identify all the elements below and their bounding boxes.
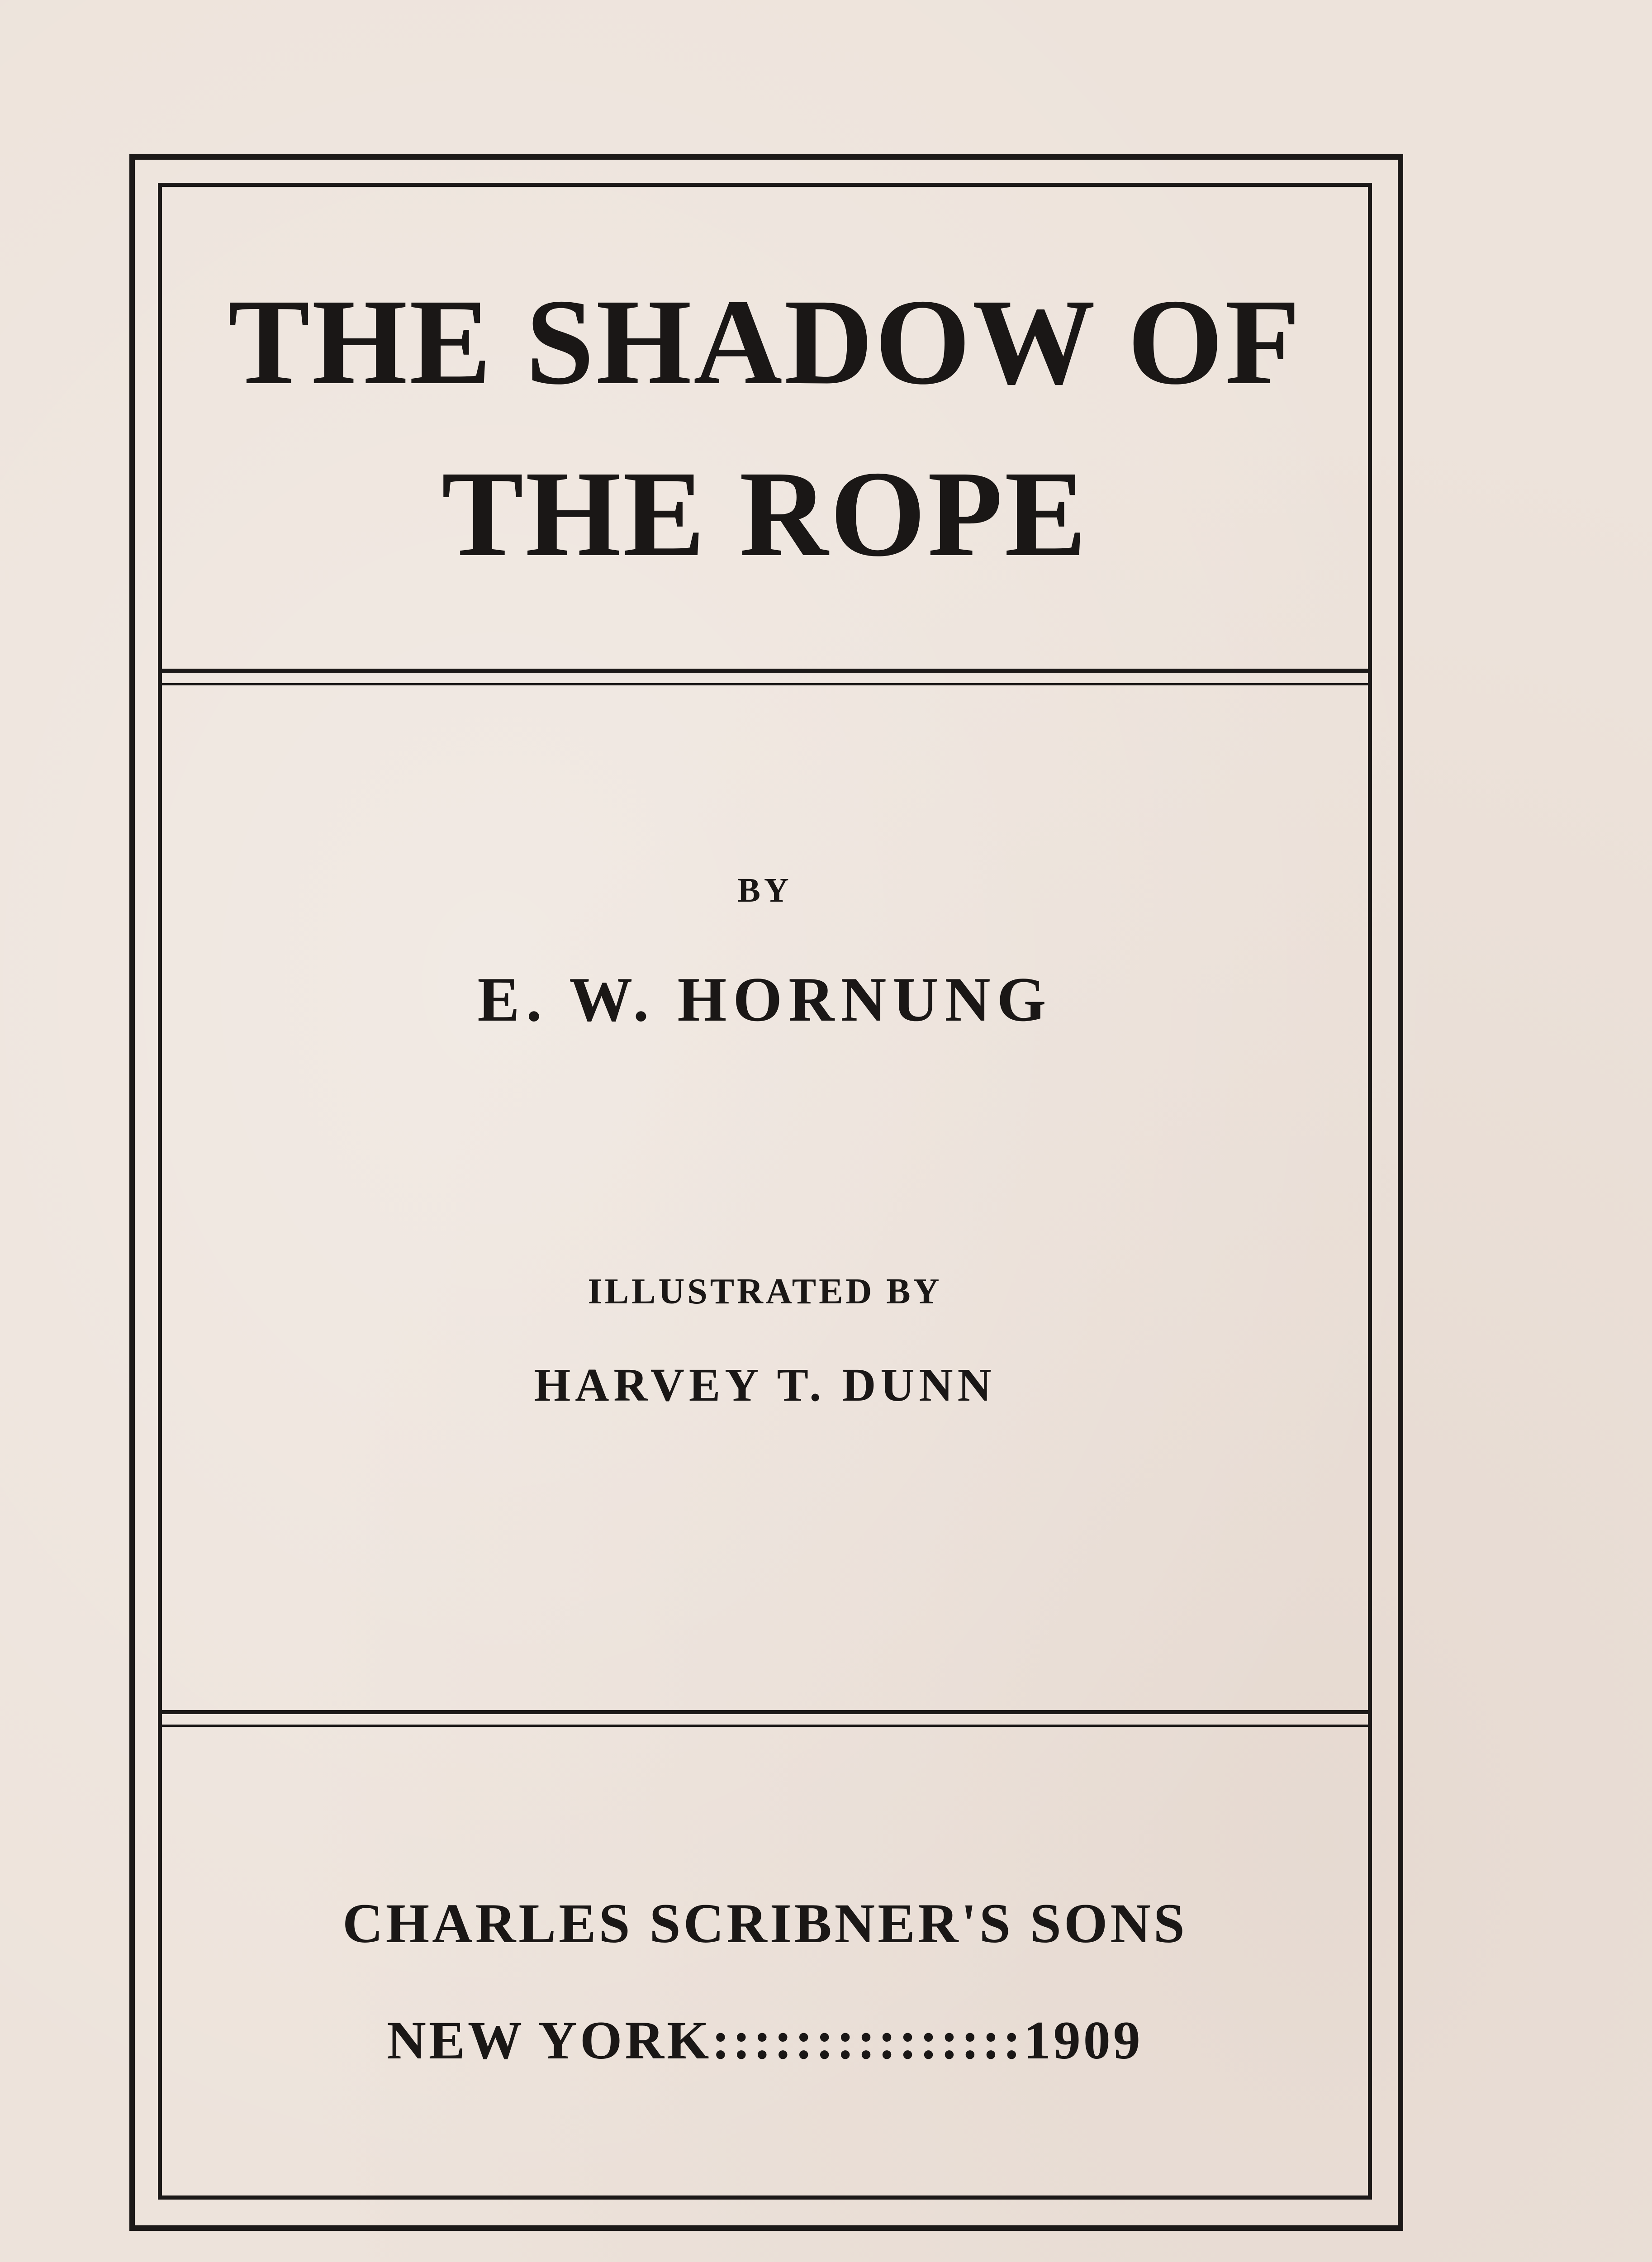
by-label: BY bbox=[737, 871, 793, 909]
title-line-2: THE ROPE bbox=[441, 446, 1088, 582]
lower-rule-bottom bbox=[162, 1725, 1368, 1727]
upper-rule-top bbox=[162, 669, 1368, 673]
author-name: E. W. HORNUNG bbox=[477, 965, 1053, 1035]
illustrator-name: HARVEY T. DUNN bbox=[534, 1359, 996, 1411]
publisher-name: CHARLES SCRIBNER'S SONS bbox=[342, 1892, 1187, 1954]
title-line-1: THE SHADOW OF bbox=[228, 274, 1302, 410]
lower-rule-top bbox=[162, 1710, 1368, 1714]
illustrated-by-label: ILLUSTRATED BY bbox=[588, 1272, 942, 1312]
place-and-year: NEW YORK:::::::::::::::1909 bbox=[387, 2010, 1143, 2070]
upper-rule-bottom bbox=[162, 683, 1368, 685]
